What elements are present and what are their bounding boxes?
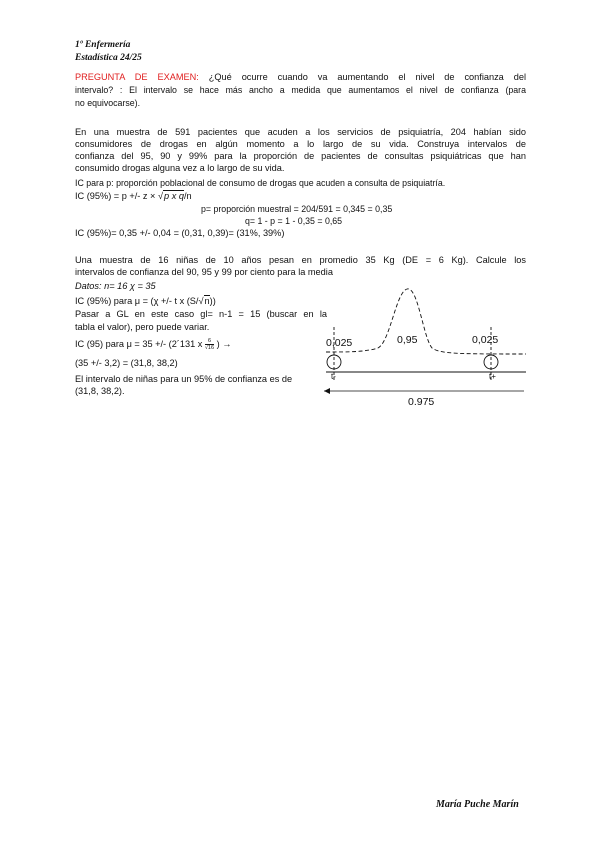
problem1-line: En una muestra de 591 pacientes que acuden a los servicios de psiquiatría, 204 habían sido [75, 127, 526, 137]
ic-mean-formula: IC (95%) para μ = (χ +/- t x (S/√n)) [75, 296, 216, 306]
p-calculation: p= proporción muestral = 204/591 = 0,345 = 0,35 [201, 204, 393, 214]
calc-line-b: ) → [216, 338, 232, 349]
calc-result: (35 +/- 3,2) = (31,8, 38,2) [75, 358, 178, 368]
exam-question-line1 [75, 72, 526, 84]
q-calculation: q= 1 - p = 1 - 0,35 = 0,65 [245, 216, 343, 226]
center-area-label: 0,95 [397, 334, 418, 346]
exam-question-text: ¿Qué ocurre cuando va aumentando el nivel de confianza del [198, 72, 526, 82]
ic-formula-suffix: /n [183, 191, 192, 201]
author-footer: María Puche Marín [436, 799, 519, 810]
ic-formula: IC (95%) = p +/- z × √p x q/n [75, 191, 192, 201]
calc-fraction [205, 338, 214, 351]
subject-title: Estadística 24/25 [75, 53, 142, 63]
problem1-line: consumido drogas alguna vez a lo largo de su vida. [75, 163, 285, 173]
problem1-line: consumidores de drogas en algún momento a lo largo de su vida. Construya intervalos de [75, 139, 526, 149]
gl-line: tabla el valor), pero puede variar. [75, 322, 210, 332]
exam-answer-line: intervalo? : El intervalo se hace más ancho a medida que aumentamos el nivel de confianza (para [75, 85, 526, 95]
right-critical-label: t+ [489, 372, 496, 381]
ic-formula-prefix: IC (95%) = p +/- z × [75, 191, 156, 201]
right-tail-label: 0,025 [472, 334, 499, 346]
conclusion-line: El intervalo de niñas para un 95% de confianza es de [75, 374, 293, 384]
bottom-arrow-head [324, 388, 330, 394]
calc-line-a: IC (95) para μ = 35 +/- (2´131 x [75, 338, 203, 349]
left-tail-label: 0,025 [326, 337, 353, 349]
exam-answer-end: no equivocarse). [75, 98, 141, 108]
calc-line [75, 338, 231, 351]
datos-line: Datos: n= 16 χ = 35 [75, 281, 156, 291]
ic-mean-formula-b: )) [209, 296, 216, 306]
left-critical-label: t- [331, 372, 336, 381]
problem2-line: intervalos de confianza del 90, 95 y 99 por ciento para la media [75, 267, 333, 277]
ic-result: IC (95%)= 0,35 +/- 0,04 = (0,31, 0,39)= (31%, 39%) [75, 228, 285, 238]
problem2-line: Una muestra de 16 niñas de 10 años pesan en promedio 35 Kg (DE = 6 Kg). Calcule los [75, 255, 526, 265]
bottom-area-label: 0.975 [408, 396, 435, 408]
problem1-line: confianza del 95, 90 y 99% para la proporción de pacientes de consultas psiquiátricas que han [75, 151, 526, 161]
conclusion-line: (31,8, 38,2). [75, 386, 125, 396]
ic-mean-formula-a: IC (95%) para μ = (χ +/- t x (S/ [75, 296, 199, 306]
ic-definition: IC para p: proporción poblacional de consumo de drogas que acuden a consulta de psiquiatría. [75, 178, 446, 188]
calc-fraction-numerator: 6 [205, 338, 214, 345]
exam-question-label: PREGUNTA DE EXAMEN: [75, 72, 199, 82]
course-title: 1º Enfermería [75, 40, 131, 50]
ic-mean-formula-root: n [204, 296, 210, 306]
calc-fraction-denominator: √16 [204, 345, 215, 351]
gl-line: Pasar a GL en este caso gl= n-1 = 15 (buscar en la [75, 309, 327, 319]
ic-formula-root: p x q [164, 191, 184, 201]
